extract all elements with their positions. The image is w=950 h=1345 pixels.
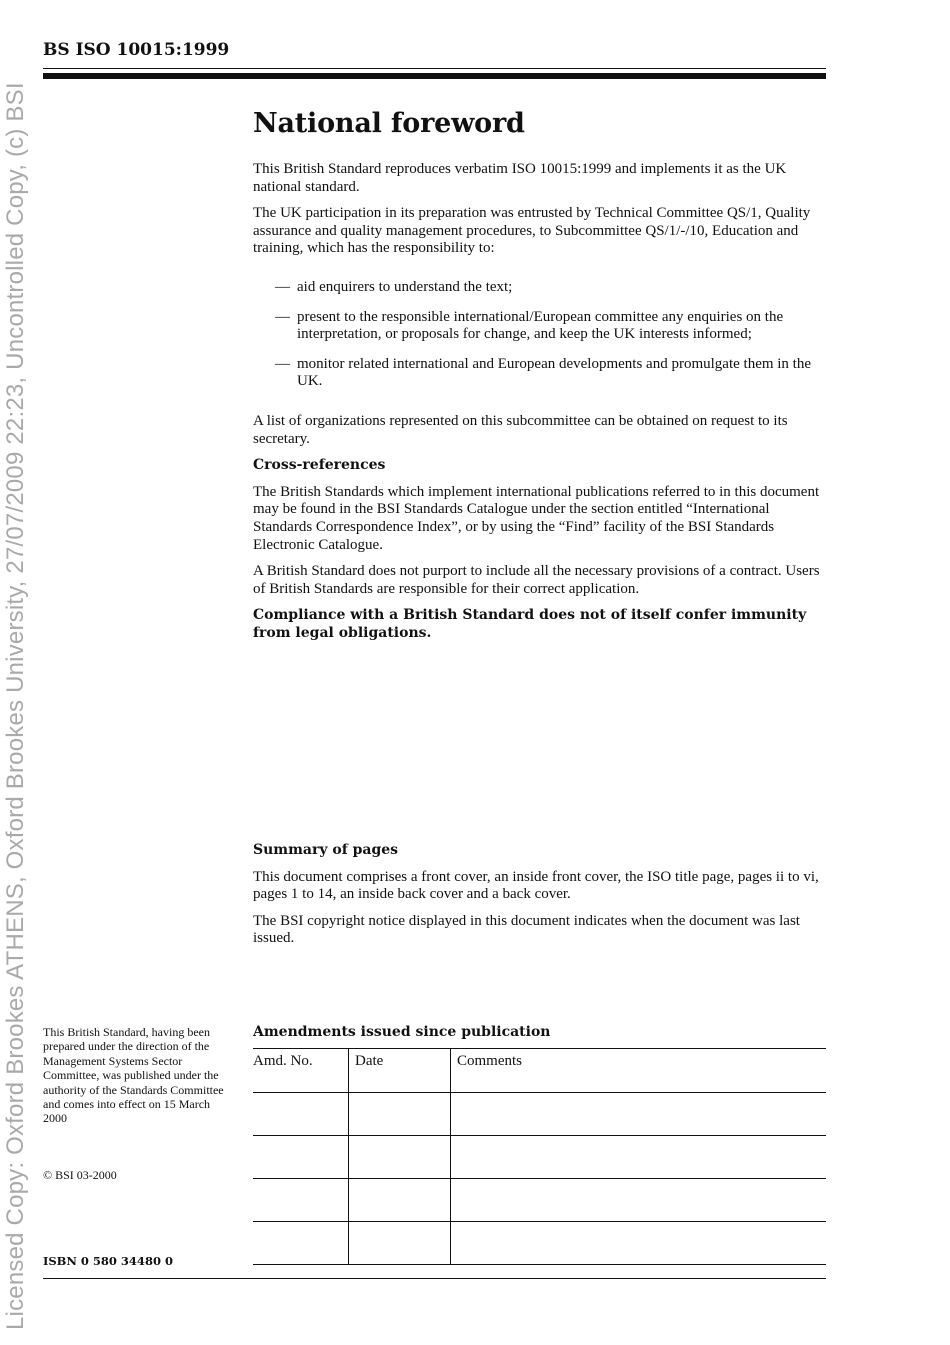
organizations-paragraph: A list of organizations represented on this subcommittee can be obtained on request to its secretary. — [253, 412, 788, 447]
list-item-text: present to the responsible international/European committee any enquiries on the interpretation, or proposals for change, and keep the UK interests informed; — [297, 308, 784, 343]
amendments-heading: Amendments issued since publication — [253, 1024, 551, 1040]
summary-paragraph: This document comprises a front cover, an inside front cover, the ISO title page, pages ii to vi, pages 1 to 14, an inside back cover and a back cover. — [253, 868, 819, 903]
purport-paragraph: A British Standard does not purport to include all the necessary provisions of a contract. Users of British Standards are responsible for their correct application. — [253, 563, 820, 597]
comments-cell — [451, 1136, 827, 1179]
table-row — [253, 1222, 826, 1265]
amd-no-cell — [253, 1093, 349, 1136]
comments-cell — [451, 1222, 827, 1265]
date-cell — [349, 1222, 451, 1265]
table-row — [253, 1136, 826, 1179]
amd-no-cell — [253, 1136, 349, 1179]
dash-marker: — — [275, 278, 290, 295]
publication-note: This British Standard, having been prepared under the direction of the Management Systems Sector Committee, was published under the authority of the Standards Committee and comes into effect on 15 March 2000 — [43, 1025, 224, 1126]
comments-cell — [451, 1179, 827, 1222]
footer-rule — [43, 1278, 826, 1279]
cross-references-paragraph: The British Standards which implement international publications referred to in this document may be found in the BSI Standards Catalogue under the section entitled “International Standards Correspondence Index”, or by using the “Find” facility of the BSI Standards Electronic Catalogue. — [253, 483, 820, 553]
dash-marker: — — [275, 308, 290, 325]
list-item — [253, 309, 826, 344]
participation-paragraph: The UK participation in its preparation was entrusted by Technical Committee QS/1, Quality assurance and quality management procedures, to Subcommittee QS/1/-/10, Education and training, which has the responsibility to: — [253, 205, 811, 257]
date-cell — [349, 1179, 451, 1222]
date-cell — [349, 1093, 451, 1136]
amd-no-cell — [253, 1222, 349, 1265]
column-header-amd-no: Amd. No. — [253, 1049, 349, 1093]
license-watermark: Licensed Copy: Oxford Brookes ATHENS, Oxford Brookes University, 27/07/2009 22:23, Uncontrolled Copy, (c) BSI — [2, 82, 29, 1330]
table-row — [253, 1093, 826, 1136]
table-row — [253, 1179, 826, 1222]
list-item — [253, 356, 826, 391]
isbn: ISBN 0 580 34480 0 — [43, 1254, 173, 1268]
list-item-text: aid enquirers to understand the text; — [297, 278, 513, 295]
copyright-line: © BSI 03-2000 — [43, 1168, 117, 1182]
column-header-date: Date — [349, 1049, 451, 1093]
amd-no-cell — [253, 1179, 349, 1222]
intro-paragraph: This British Standard reproduces verbatim ISO 10015:1999 and implements it as the UK national standard. — [253, 161, 787, 195]
header-rule-thick — [43, 73, 826, 79]
list-item — [253, 279, 826, 297]
cross-references-heading: Cross-references — [253, 457, 386, 474]
header-rule-thin — [43, 68, 826, 69]
summary-heading: Summary of pages — [253, 842, 399, 858]
table-header-row — [253, 1049, 826, 1093]
page-title: National foreword — [253, 108, 525, 139]
summary-of-pages-section — [253, 842, 826, 957]
copyright-notice-paragraph: The BSI copyright notice displayed in this document indicates when the document was last issued. — [253, 912, 800, 947]
amendments-table — [253, 1048, 826, 1265]
date-cell — [349, 1136, 451, 1179]
responsibility-list — [253, 279, 826, 391]
document-code: BS ISO 10015:1999 — [43, 40, 230, 60]
dash-marker: — — [275, 355, 290, 372]
list-item-text: monitor related international and European developments and promulgate them in the UK. — [297, 355, 812, 390]
national-foreword-section — [253, 108, 826, 651]
column-header-comments: Comments — [451, 1049, 827, 1093]
comments-cell — [451, 1093, 827, 1136]
compliance-statement: Compliance with a British Standard does not of itself confer immunity from legal obligations. — [253, 607, 807, 641]
